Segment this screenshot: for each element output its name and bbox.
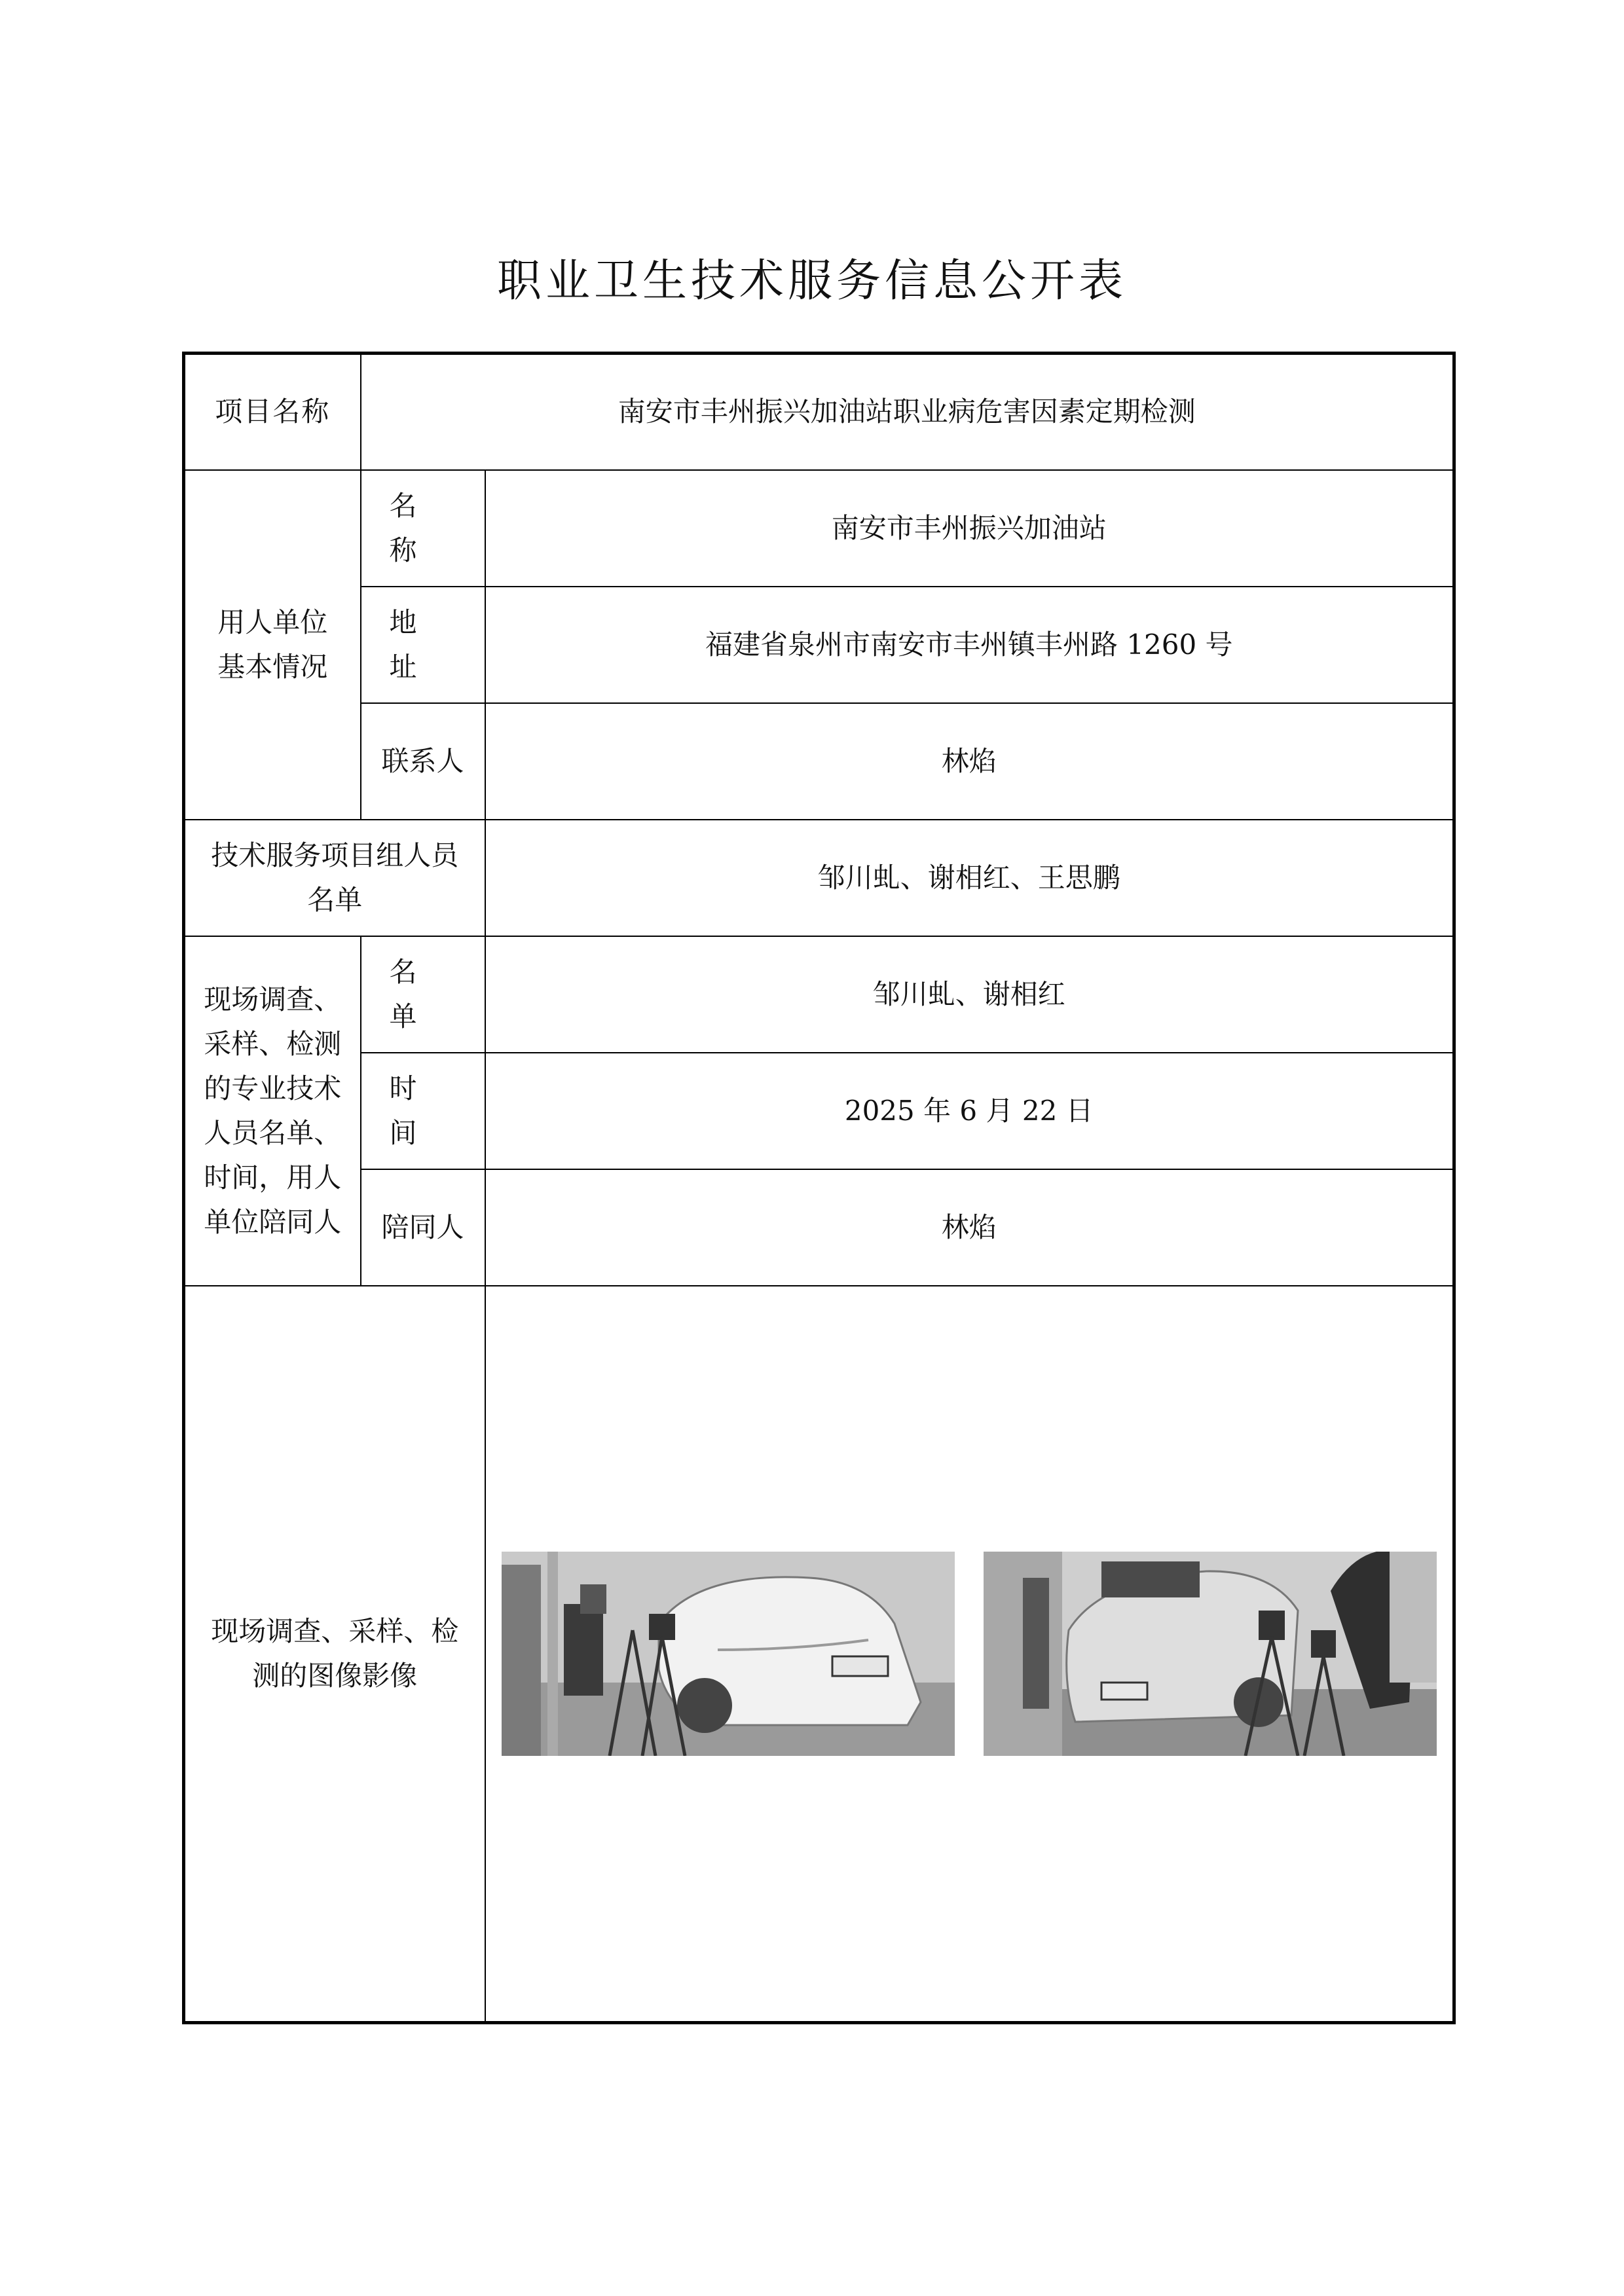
employer-label-line2: 基本情况 — [217, 650, 328, 683]
row-team — [184, 820, 1454, 936]
team-value: 邹川虬、谢相红、王思鹏 — [485, 820, 1454, 936]
onsite-label-line: 的专业技术 — [204, 1072, 342, 1104]
onsite-label — [184, 936, 361, 1286]
row-employer-name — [184, 470, 1454, 587]
row-onsite-names — [184, 936, 1454, 1053]
employer-label-line1: 用人单位 — [217, 606, 328, 638]
row-employer-address — [184, 587, 1454, 703]
team-label-line2: 名单 — [307, 883, 363, 916]
onsite-escort-value: 林焰 — [485, 1169, 1454, 1286]
onsite-label-line: 时间，用人 — [204, 1161, 342, 1194]
employer-name-value: 南安市丰州振兴加油站 — [485, 470, 1454, 587]
row-images — [184, 1286, 1454, 2023]
images-label-line2: 测的图像影像 — [252, 1659, 418, 1692]
site-photo-1 — [502, 1552, 955, 1756]
images-cell — [485, 1286, 1454, 2023]
info-table — [182, 352, 1456, 2024]
onsite-label-line: 采样、检测 — [204, 1027, 342, 1060]
onsite-time-value: 2025 年 6 月 22 日 — [485, 1053, 1454, 1169]
employer-label — [184, 470, 361, 820]
onsite-label-line: 单位陪同人 — [204, 1205, 342, 1238]
employer-name-label: 名 称 — [361, 470, 485, 587]
row-employer-contact — [184, 703, 1454, 820]
onsite-label-line: 现场调查、 — [204, 983, 342, 1015]
onsite-names-value: 邹川虬、谢相红 — [485, 936, 1454, 1053]
project-name-label: 项目名称 — [184, 354, 361, 470]
onsite-escort-label: 陪同人 — [361, 1169, 485, 1286]
images-label-line1: 现场调查、采样、检 — [211, 1614, 459, 1647]
onsite-names-label: 名 单 — [361, 936, 485, 1053]
row-project-name — [184, 354, 1454, 470]
team-label-line1: 技术服务项目组人员 — [211, 839, 459, 871]
photo-strip — [486, 1552, 1453, 1756]
employer-contact-label: 联系人 — [361, 703, 485, 820]
site-photo-1-drawing — [502, 1552, 955, 1756]
row-onsite-escort — [184, 1169, 1454, 1286]
site-photo-2 — [984, 1552, 1437, 1756]
row-onsite-time — [184, 1053, 1454, 1169]
employer-address-label: 地 址 — [361, 587, 485, 703]
employer-address-value: 福建省泉州市南安市丰州镇丰州路 1260 号 — [485, 587, 1454, 703]
project-name-value: 南安市丰州振兴加油站职业病危害因素定期检测 — [361, 354, 1454, 470]
page-title: 职业卫生技术服务信息公开表 — [496, 255, 1127, 307]
site-photo-2-drawing — [984, 1552, 1437, 1756]
employer-contact-value: 林焰 — [485, 703, 1454, 820]
team-label — [184, 820, 485, 936]
onsite-time-label: 时 间 — [361, 1053, 485, 1169]
images-label — [184, 1286, 485, 2023]
onsite-label-line: 人员名单、 — [204, 1116, 342, 1149]
